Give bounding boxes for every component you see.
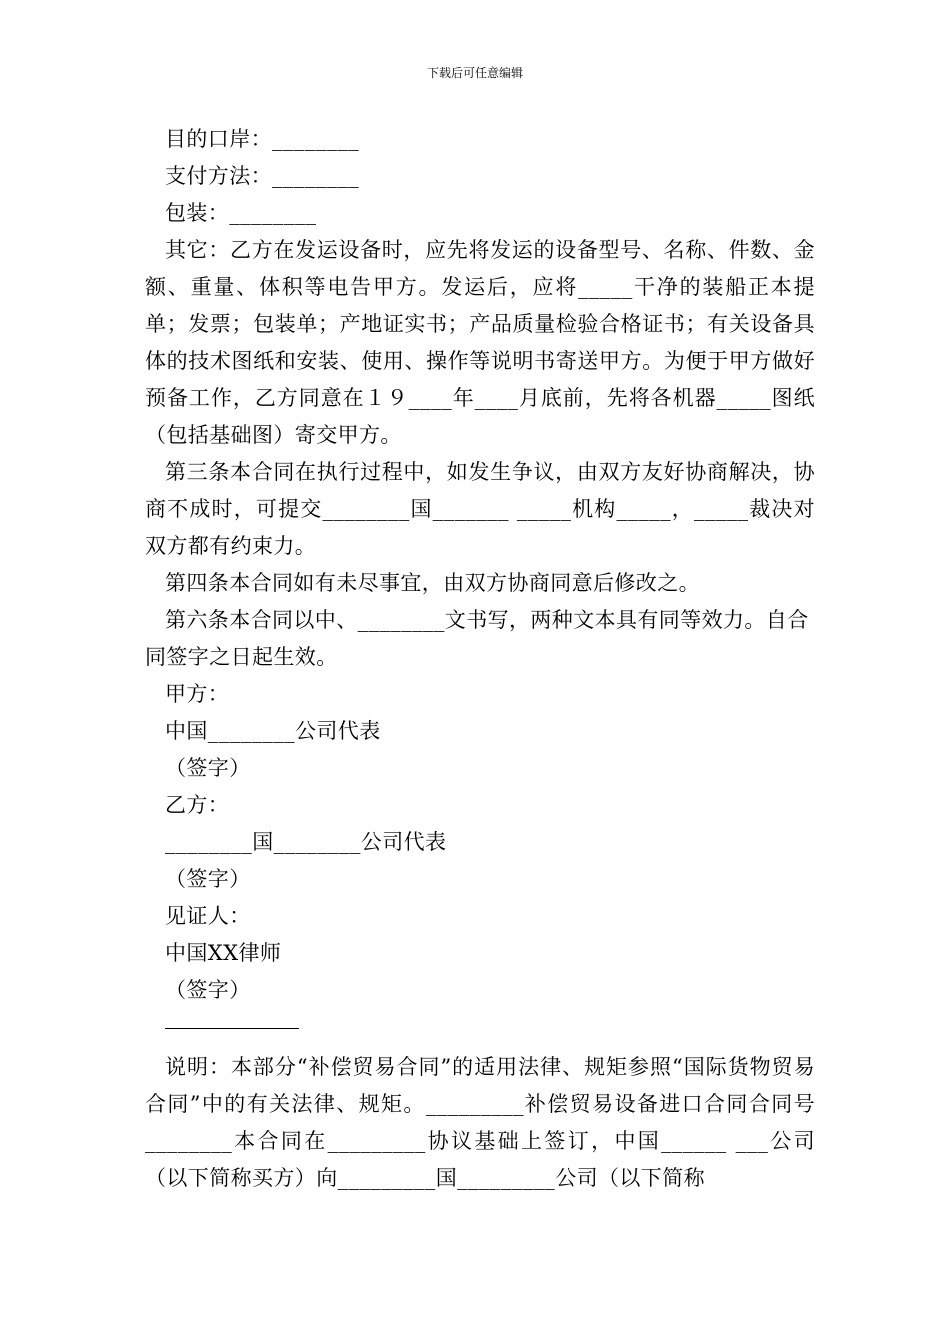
packaging-line: 包装：________	[165, 201, 317, 225]
witness-signature: （签字）	[165, 978, 251, 1002]
article-four-paragraph: 第四条本合同如有未尽事宜，由双方协商同意后修改之。	[165, 571, 700, 595]
payment-method-line: 支付方法：________	[165, 164, 360, 188]
document-body	[145, 121, 815, 1197]
spacer	[145, 1009, 815, 1028]
article-six-paragraph: 第六条本合同以中、________文书写，两种文本具有同等效力。自合同签字之日起生效。	[145, 608, 809, 669]
spacer	[145, 1029, 815, 1049]
party-a-signature: （签字）	[165, 756, 251, 780]
other-terms-paragraph: 其它：乙方在发运设备时，应先将发运的设备型号、名称、件数、金额、重量、体积等电告甲方。发运后，应将_____干净的装船正本提单；发票；包装单；产地证实书；产品质量检验合格证书；有关设备具体的技术图纸和安装、使用、操作等说明书寄送甲方。为便于甲方做好预备工作，乙方同意在１９____年____月底前，先将各机器_____图纸（包括基础图）寄交甲方。	[145, 238, 815, 447]
party-b-label: 乙方：	[165, 793, 230, 817]
party-a-representative: 中国________公司代表	[165, 719, 381, 743]
explanation-paragraph: 说明：本部分“补偿贸易合同”的适用法律、规矩参照“国际货物贸易合同”中的有关法律、规矩。_________补偿贸易设备进口合同合同号________本合同在_________协议基础上签订，中国______ ___公司（以下简称买方）向_________国_________公司（以下简称	[145, 1055, 815, 1190]
party-b-representative: ________国________公司代表	[165, 830, 447, 854]
party-b-signature: （签字）	[165, 867, 251, 891]
destination-port-line: 目的口岸：________	[165, 127, 360, 151]
page-header-note: 下载后可任意编辑	[426, 66, 523, 80]
witness-lawyer: 中国XX律师	[165, 941, 282, 965]
party-a-label: 甲方：	[165, 682, 230, 706]
witness-label: 见证人：	[165, 904, 251, 928]
article-three-paragraph: 第三条本合同在执行过程中，如发生争议，由双方友好协商解决，协商不成时，可提交________国_______ _____机构_____，_____裁决对双方都有约束力。	[145, 460, 815, 558]
